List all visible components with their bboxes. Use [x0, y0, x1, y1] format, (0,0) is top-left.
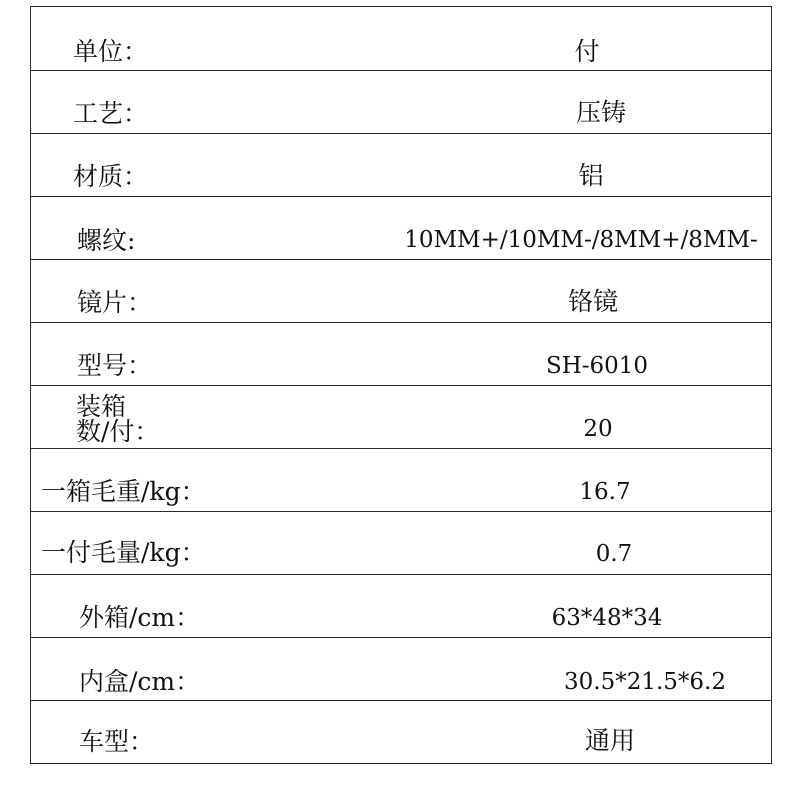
spec-table	[30, 6, 772, 764]
row-value: 20	[583, 416, 613, 442]
row-label: 材质：	[73, 162, 149, 191]
table-row-unit	[31, 7, 771, 71]
row-label: 螺纹:	[77, 226, 136, 255]
row-value: 通用	[584, 726, 636, 755]
table-row-box-gross-weight	[31, 449, 771, 512]
row-label: 镜片：	[77, 288, 153, 317]
row-label: 车型：	[79, 727, 155, 756]
row-label: 一付毛量/kg：	[41, 538, 206, 567]
table-row-inner-box	[31, 638, 771, 701]
table-row-model	[31, 323, 771, 386]
row-value: 30.5*21.5*6.2	[564, 669, 726, 695]
table-row-vehicle	[31, 701, 771, 764]
row-value: SH-6010	[545, 353, 649, 379]
row-label-line-1: 装箱	[76, 392, 127, 421]
row-label: 内盒/cm：	[79, 667, 201, 696]
row-value: 压铸	[575, 98, 627, 127]
table-row-lens	[31, 260, 771, 323]
row-value: 16.7	[579, 479, 631, 505]
table-row-pair-gross-weight	[31, 512, 771, 575]
row-label: 一箱毛重/kg：	[41, 477, 206, 506]
row-label: 单位：	[73, 37, 149, 66]
row-label: 外箱/cm：	[79, 603, 201, 632]
table-row-outer-box	[31, 575, 771, 638]
row-label: 型号：	[77, 351, 153, 380]
row-value: 10MM+/10MM-/8MM+/8MM-	[404, 227, 758, 253]
table-row-pack-qty	[31, 386, 771, 449]
row-value: 63*48*34	[551, 605, 663, 631]
row-label-line-2: 数/付：	[76, 417, 160, 446]
row-value: 铝	[578, 161, 604, 190]
table-row-thread	[31, 197, 771, 260]
row-value: 付	[574, 37, 600, 66]
row-value: 铬镜	[567, 287, 619, 316]
table-row-process	[31, 71, 771, 134]
row-label	[76, 394, 159, 444]
table-row-material	[31, 134, 771, 197]
row-value: 0.7	[595, 541, 633, 567]
row-label: 工艺：	[73, 99, 149, 128]
